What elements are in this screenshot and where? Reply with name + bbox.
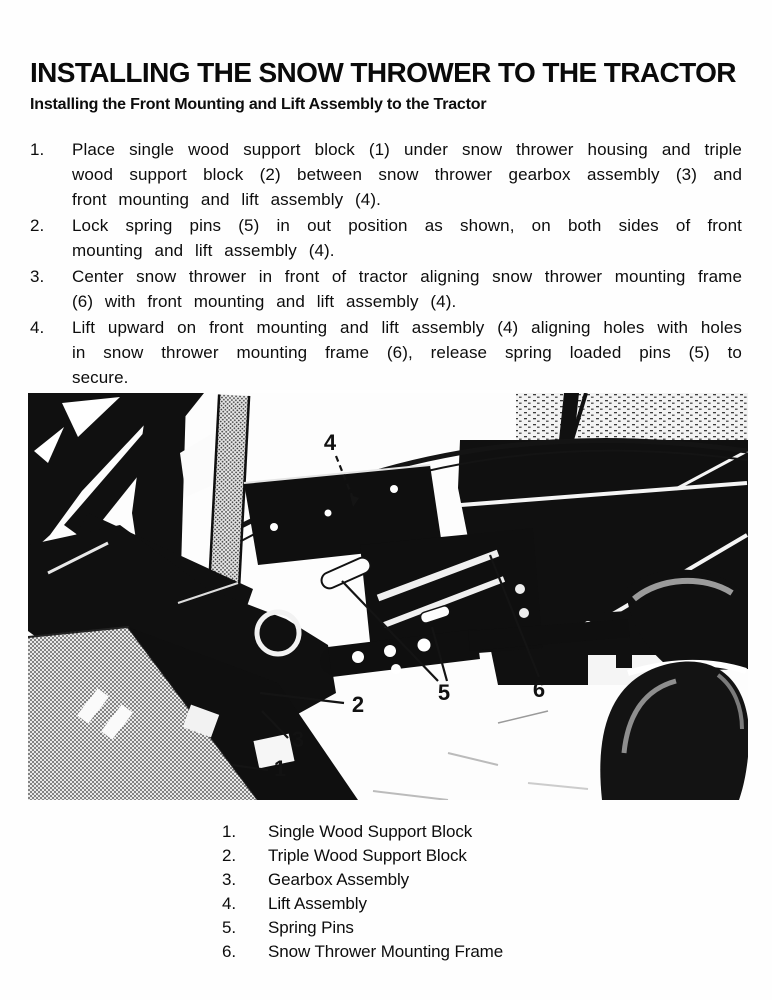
legend-label: Lift Assembly	[268, 894, 367, 913]
legend-number: 3.	[222, 870, 236, 889]
step-item	[30, 264, 742, 314]
step-text: Place single wood support block (1) under snow thrower housing and triple wood support block (2) between snow thrower gearbox assembly (3) and front mounting and lift assembly (4).	[72, 140, 742, 209]
step-number: 2.	[30, 216, 45, 235]
legend-number: 2.	[222, 846, 236, 865]
legend-label: Spring Pins	[268, 918, 354, 937]
step-item	[30, 213, 742, 263]
legend-item	[222, 940, 503, 964]
legend-label: Single Wood Support Block	[268, 822, 473, 841]
legend-number: 5.	[222, 918, 236, 937]
legend-item	[222, 844, 503, 868]
section-subtitle: Installing the Front Mounting and Lift Assembly to the Tractor	[30, 96, 487, 113]
step-item	[30, 315, 742, 390]
parts-legend	[222, 820, 503, 964]
tractor-hood-texture	[516, 393, 748, 440]
callout-label-5: 5	[437, 680, 451, 705]
instruction-steps	[30, 137, 742, 391]
assembly-photo-svg	[28, 393, 748, 800]
legend-number: 4.	[222, 894, 236, 913]
legend-label: Gearbox Assembly	[268, 870, 410, 889]
legend-label: Snow Thrower Mounting Frame	[268, 942, 504, 961]
legend-item	[222, 868, 503, 892]
page-title: INSTALLING THE SNOW THROWER TO THE TRACTOR	[30, 56, 736, 88]
step-text: Lift upward on front mounting and lift assembly (4) aligning holes with holes in snow thrower mounting frame (6), release spring loaded pins (5) to secure.	[72, 318, 742, 387]
legend-number: 6.	[222, 942, 236, 961]
callout-label-6: 6	[532, 677, 546, 702]
callout-label-3: 3	[291, 727, 305, 752]
legend-item	[222, 820, 503, 844]
legend-number: 1.	[222, 822, 236, 841]
legend-item	[222, 916, 503, 940]
callout-label-4: 4	[323, 430, 337, 455]
step-item	[30, 137, 742, 212]
callout-label-2: 2	[351, 692, 365, 717]
step-number: 1.	[30, 140, 45, 159]
callout-label-1: 1	[273, 756, 287, 781]
step-number: 3.	[30, 267, 45, 286]
assembly-photo	[28, 393, 748, 800]
legend-label: Triple Wood Support Block	[268, 846, 467, 865]
step-number: 4.	[30, 318, 45, 337]
step-text: Center snow thrower in front of tractor aligning snow thrower mounting frame (6) with front mounting and lift assembly (4).	[72, 267, 742, 311]
step-text: Lock spring pins (5) in out position as shown, on both sides of front mounting and lift assembly (4).	[72, 216, 742, 260]
legend-item	[222, 892, 503, 916]
